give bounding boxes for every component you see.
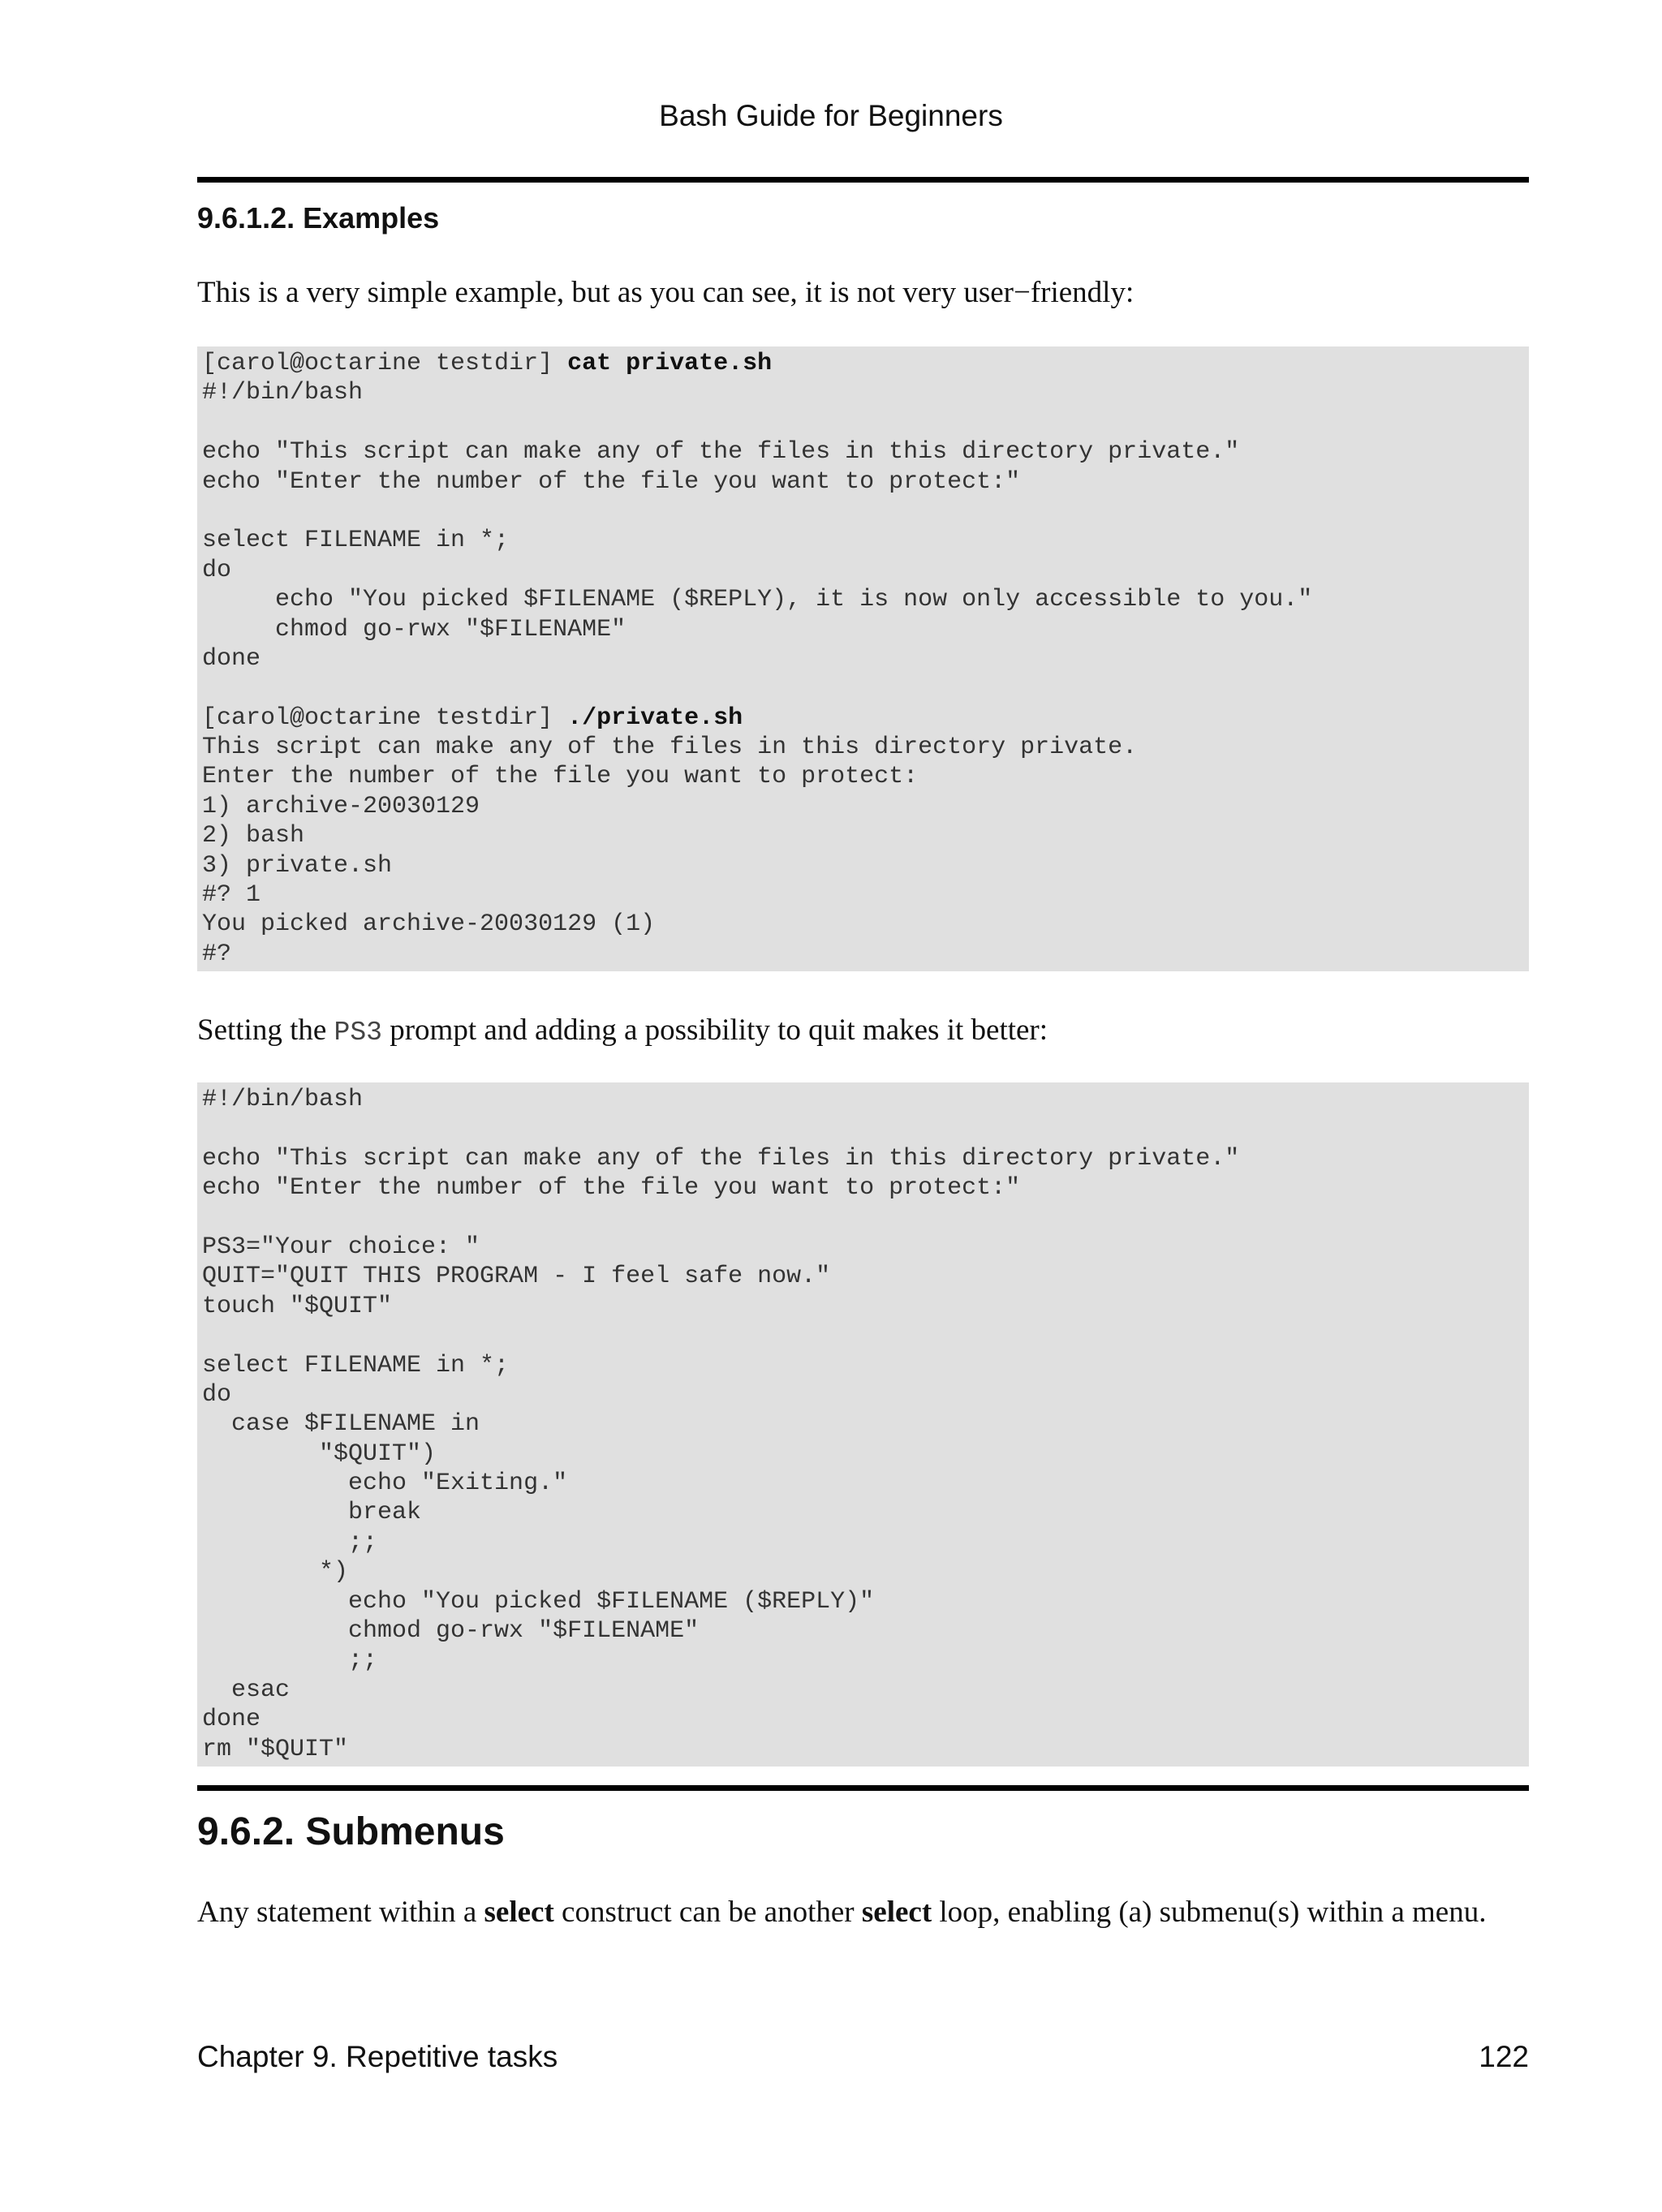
code-text: [carol@octarine testdir]: [202, 704, 568, 732]
code-line: break: [202, 1499, 422, 1527]
code-line: echo "This script can make any of the files in this directory private.": [202, 1144, 1240, 1173]
code-line: echo "You picked $FILENAME ($REPLY)": [202, 1587, 875, 1616]
header-rule: [197, 177, 1529, 183]
code-line: [202, 644, 1524, 673]
ps3-paragraph: [197, 1012, 1529, 1052]
code-line: [202, 497, 1524, 526]
code-text: do: [202, 556, 232, 584]
code-command: ./private.sh: [567, 704, 743, 732]
code-line: [202, 910, 1524, 939]
code-line: [202, 556, 1524, 585]
section-heading-submenus: 9.6.2. Submenus: [197, 1810, 505, 1853]
code-line: chmod go-rwx "$FILENAME": [202, 1617, 700, 1646]
code-text: This script can make any of the files in this directory private.: [202, 734, 1138, 762]
code-text: Enter the number of the file you want to protect:: [202, 763, 919, 791]
code-text: #?: [202, 940, 232, 968]
footer-chapter: Chapter 9. Repetitive tasks: [197, 2040, 558, 2073]
submenus-text-1: Any statement within a: [197, 1896, 484, 1929]
select-keyword-1: select: [484, 1896, 554, 1929]
code-line: echo "Enter the number of the file you want to protect:": [202, 1174, 1021, 1203]
code-text: echo "You picked $FILENAME ($REPLY), it is now only accessible to you.": [202, 586, 1313, 614]
select-keyword-2: select: [861, 1896, 932, 1929]
code-line: ;;: [202, 1646, 378, 1675]
code-line: [202, 940, 1524, 969]
code-line: [202, 673, 1524, 703]
code-line: echo "Exiting.": [202, 1470, 568, 1498]
section-heading-examples: 9.6.1.2. Examples: [197, 201, 440, 235]
code-line: "$QUIT"): [202, 1440, 437, 1468]
code-line: [202, 851, 1524, 880]
code-line: [202, 615, 1524, 644]
submenus-text-3: loop, enabling (a) submenu(s) within a menu.: [932, 1896, 1487, 1929]
code-line: #!/bin/bash: [202, 1086, 364, 1113]
code-text: echo "Enter the number of the file you want to protect:": [202, 467, 1021, 496]
code-text: #!/bin/bash: [202, 379, 364, 407]
running-header: Bash Guide for Beginners: [659, 99, 1003, 132]
code-line: done: [202, 1706, 261, 1734]
code-line: PS3="Your choice: ": [202, 1233, 480, 1261]
code-text: 1) archive-20030129: [202, 792, 480, 820]
ps3-text-after: prompt and adding a possibility to quit makes it better:: [381, 1013, 1048, 1047]
submenus-text-2: construct can be another: [553, 1896, 862, 1929]
code-line: *): [202, 1558, 349, 1586]
code-line: select FILENAME in *;: [202, 1351, 510, 1379]
code-text: #? 1: [202, 881, 261, 910]
code-text: done: [202, 644, 261, 673]
code-line: [202, 821, 1524, 850]
code-line: [202, 467, 1524, 497]
code-line: [202, 378, 1524, 407]
code-block-private-sh: [197, 346, 1529, 971]
code-line: do: [202, 1380, 232, 1409]
code-line: [202, 526, 1524, 555]
code-line: [202, 1114, 1524, 1143]
code-line: [202, 733, 1524, 762]
code-line: [202, 349, 1524, 378]
code-text: [carol@octarine testdir]: [202, 350, 568, 377]
code-text: chmod go-rwx "$FILENAME": [202, 615, 626, 643]
code-line: [202, 880, 1524, 910]
code-block-improved-script: [197, 1082, 1529, 1767]
code-line: ;;: [202, 1528, 378, 1556]
submenus-paragraph: [197, 1894, 1529, 1931]
code-line: [202, 762, 1524, 791]
code-text: 3) private.sh: [202, 851, 393, 880]
code-line: touch "$QUIT": [202, 1292, 393, 1320]
ps3-inline-code: PS3: [334, 1018, 382, 1048]
ps3-text-before: Setting the: [197, 1013, 334, 1047]
code-line: case $FILENAME in: [202, 1410, 480, 1439]
code-text: You picked archive-20030129 (1): [202, 910, 656, 939]
code-line: QUIT="QUIT THIS PROGRAM - I feel safe now.": [202, 1263, 831, 1291]
code-text: echo "This script can make any of the files in this directory private.": [202, 438, 1240, 467]
code-line: esac: [202, 1676, 291, 1704]
code-line: [202, 1321, 1524, 1350]
code-line: [202, 1203, 1524, 1233]
code-line: [202, 585, 1524, 614]
code-text: select FILENAME in *;: [202, 527, 510, 555]
code-line: rm "$QUIT": [202, 1735, 349, 1763]
code-line: [202, 437, 1524, 467]
footer-page-number: 122: [1479, 2040, 1529, 2073]
code-command: cat private.sh: [567, 350, 773, 377]
code-line: [202, 408, 1524, 437]
code-text: 2) bash: [202, 822, 305, 850]
intro-paragraph: This is a very simple example, but as you can see, it is not very user−friendly:: [197, 276, 1135, 309]
code-line: [202, 704, 1524, 733]
code-line: [202, 792, 1524, 821]
section-rule: [197, 1785, 1529, 1791]
